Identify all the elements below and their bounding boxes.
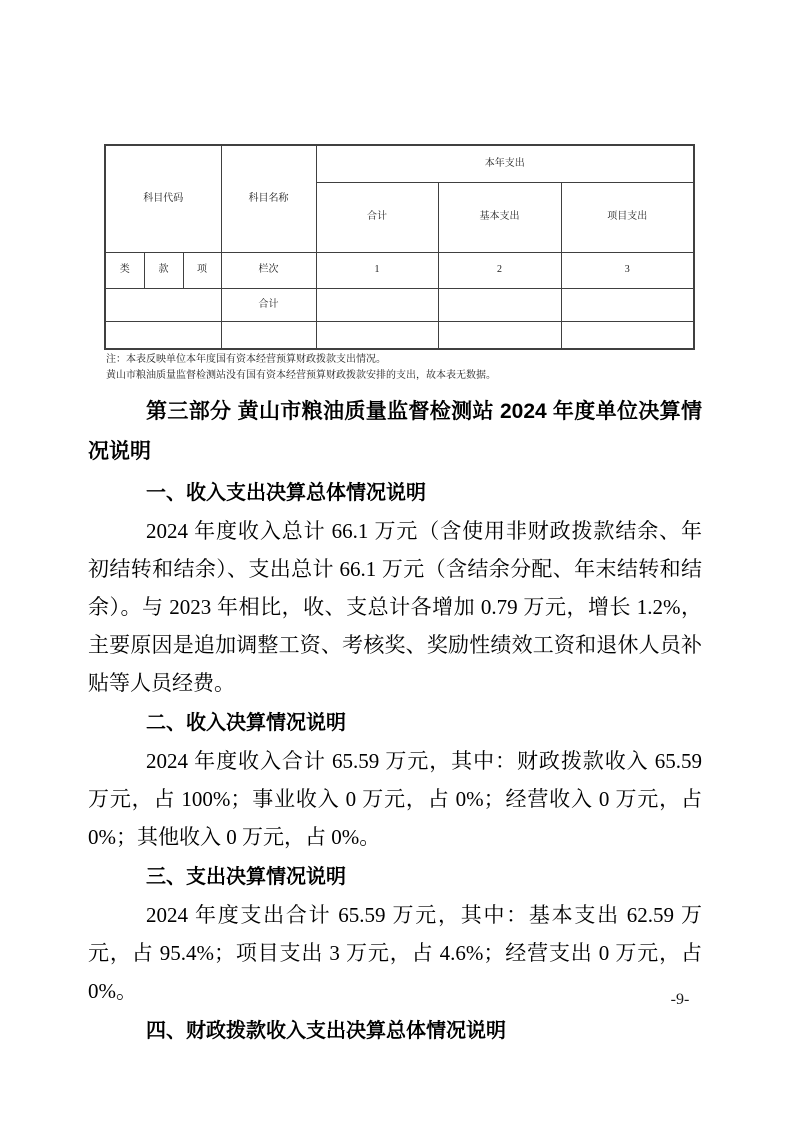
header-current-year-expenditure: 本年支出	[316, 145, 694, 182]
cell-name-total: 合计	[221, 288, 316, 321]
section-2-paragraph: 2024 年度收入合计 65.59 万元，其中：财政拨款收入 65.59 万元，占 100%；事业收入 0 万元，占 0%；经营收入 0 万元，占 0%；其他收入 0 万元，占 0%。	[88, 749, 702, 849]
cell-code-empty	[105, 321, 221, 349]
table-notes	[106, 352, 706, 384]
section-title-3: 三、支出决算情况说明	[146, 866, 346, 888]
section-title-4: 四、财政拨款收入支出决算总体情况说明	[146, 1020, 506, 1042]
cell-basic-empty	[438, 321, 561, 349]
part-three-heading: 第三部分 黄山市粮油质量监督检测站 2024 年度单位决算情况说明	[88, 400, 702, 463]
table-note-line-2: 黄山市粮油质量监督检测站没有国有资本经营预算财政拨款安排的支出，故本表无数据。	[106, 370, 496, 381]
table-row-empty	[105, 321, 694, 349]
state-capital-expenditure-table	[104, 144, 693, 350]
cell-total-empty	[316, 321, 438, 349]
table-subheader-row	[105, 252, 694, 288]
subheader-column-index: 栏次	[221, 252, 316, 288]
section-title-1: 一、收入支出决算总体情况说明	[146, 482, 426, 504]
column-index-1: 1	[316, 252, 438, 288]
header-basic-expenditure: 基本支出	[438, 182, 561, 252]
table-note-line-1: 注：本表反映单位本年度国有资本经营预算财政拨款支出情况。	[106, 354, 386, 365]
header-total: 合计	[316, 182, 438, 252]
cell-name-empty	[221, 321, 316, 349]
subheader-item: 项	[183, 252, 221, 288]
page-number: -9-	[670, 991, 690, 1008]
cell-code-total	[105, 288, 221, 321]
column-index-3: 3	[561, 252, 694, 288]
cell-project-value	[561, 288, 694, 321]
table-row-total	[105, 288, 694, 321]
cell-basic-value	[438, 288, 561, 321]
section-3-paragraph: 2024 年度支出合计 65.59 万元，其中：基本支出 62.59 万元，占 95.4%；项目支出 3 万元，占 4.6%；经营支出 0 万元，占 0%。	[88, 903, 702, 1003]
header-subject-code: 科目代码	[105, 145, 221, 252]
table-header-row-1	[105, 145, 694, 182]
section-1-paragraph: 2024 年度收入总计 66.1 万元（含使用非财政拨款结余、年初结转和结余）、支出总计 66.1 万元（含结余分配、年末结转和结余）。与 2023 年相比，收、支总计各增加 0.79 万元，增长 1.2%，主要原因是追加调整工资、考核奖、奖励性绩效工资和退休人员补贴等人员经费。	[88, 519, 702, 695]
cell-project-empty	[561, 321, 694, 349]
subheader-class: 类	[105, 252, 144, 288]
cell-total-value	[316, 288, 438, 321]
section-title-2: 二、收入决算情况说明	[146, 712, 346, 734]
header-subject-name: 科目名称	[221, 145, 316, 252]
document-body	[88, 392, 702, 1050]
fiscal-table	[104, 144, 695, 350]
subheader-section: 款	[144, 252, 183, 288]
column-index-2: 2	[438, 252, 561, 288]
header-project-expenditure: 项目支出	[561, 182, 694, 252]
